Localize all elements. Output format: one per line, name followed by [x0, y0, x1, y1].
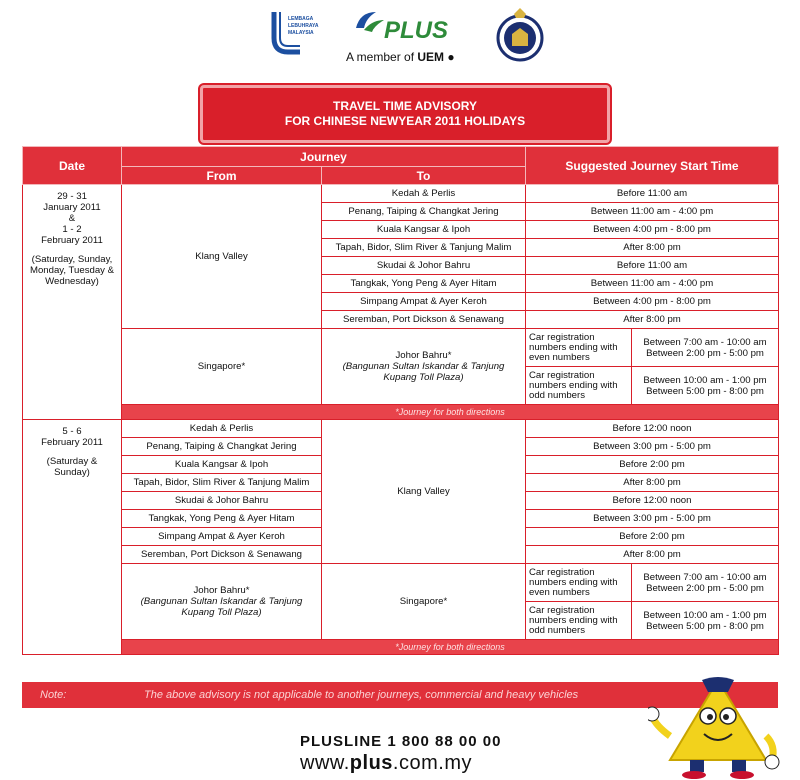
date-line: 1 - 2 [62, 224, 82, 235]
member-of-uem-text [346, 50, 476, 64]
plusline-hotline: PLUSLINE 1 800 88 00 00 [300, 733, 502, 750]
time-line: Between 5:00 pm - 8:00 pm [646, 385, 764, 397]
to-cell: Tangkak, Yong Peng & Ayer Hitam [322, 275, 526, 293]
svg-text:LEBUHRAYA: LEBUHRAYA [288, 23, 319, 29]
from-cell: Tangkak, Yong Peng & Ayer Hitam [122, 510, 322, 528]
header-journey: Journey [122, 147, 526, 167]
from-cell: Kedah & Perlis [122, 420, 322, 438]
website-prefix: www. [300, 752, 350, 774]
note-label: Note: [40, 689, 67, 701]
odd-numbers-times [632, 602, 779, 640]
header-date: Date [23, 147, 122, 185]
time-cell: Before 11:00 am [526, 257, 779, 275]
from-cell: Skudai & Johor Bahru [122, 492, 322, 510]
time-line: Between 7:00 am - 10:00 am [643, 571, 767, 583]
odd-numbers-label: Car registration numbers ending with odd numbers [526, 367, 632, 405]
time-cell: Before 12:00 noon [526, 492, 779, 510]
time-line: Between 10:00 am - 1:00 pm [643, 374, 767, 386]
time-cell: After 8:00 pm [526, 546, 779, 564]
to-cell: Klang Valley [322, 420, 526, 564]
svg-text:PLUS: PLUS [384, 17, 449, 44]
to-cell: Tapah, Bidor, Slim River & Tanjung Malim [322, 239, 526, 257]
time-line: Between 2:00 pm - 5:00 pm [646, 347, 764, 359]
from-cell: Kuala Kangsar & Ipoh [122, 456, 322, 474]
odd-numbers-label: Car registration numbers ending with odd numbers [526, 602, 632, 640]
from-cell: Seremban, Port Dickson & Senawang [122, 546, 322, 564]
date-line: (Saturday & [46, 456, 98, 467]
time-cell: Before 2:00 pm [526, 456, 779, 474]
date-cell-section1 [23, 185, 122, 420]
time-cell: Between 4:00 pm - 8:00 pm [526, 221, 779, 239]
even-numbers-label: Car registration numbers ending with even numbers [526, 564, 632, 602]
note-text: The above advisory is not applicable to another journeys, commercial and heavy vehicles [144, 689, 579, 701]
from-cell: Klang Valley [122, 185, 322, 329]
journey-note-row [23, 640, 779, 655]
from-cell-singapore: Singapore* [122, 329, 322, 405]
table-row [23, 185, 779, 203]
title-line-2: FOR CHINESE NEWYEAR 2011 HOLIDAYS [284, 114, 526, 128]
website-url[interactable] [300, 752, 472, 775]
to-cell-singapore: Singapore* [322, 564, 526, 640]
date-line: February 2011 [41, 235, 103, 246]
date-line: & [68, 213, 76, 224]
date-line: January 2011 [43, 202, 101, 213]
even-numbers-times [632, 329, 779, 367]
header-suggested-time: Suggested Journey Start Time [526, 147, 779, 185]
time-cell: Between 4:00 pm - 8:00 pm [526, 293, 779, 311]
date-line: Wednesday) [45, 276, 99, 287]
date-spacer [26, 448, 118, 456]
svg-text:MALAYSIA: MALAYSIA [288, 30, 314, 36]
time-cell: After 8:00 pm [526, 239, 779, 257]
date-line: (Saturday, Sunday, [31, 254, 113, 265]
website-domain: plus [349, 752, 393, 774]
header [0, 0, 800, 80]
to-cell: Skudai & Johor Bahru [322, 257, 526, 275]
date-line: Monday, Tuesday & [29, 265, 115, 276]
plus-logo-icon [350, 6, 470, 46]
from-cell: Penang, Taiping & Changkat Jering [122, 438, 322, 456]
llm-logo-icon [266, 8, 328, 64]
advisory-table [22, 146, 779, 655]
time-cell: Before 11:00 am [526, 185, 779, 203]
johor-sub: (Bangunan Sultan Iskandar & Tanjung Kupang Toll Plaza) [342, 361, 505, 383]
johor-main: Johor Bahru* [193, 585, 250, 596]
time-cell: Between 11:00 am - 4:00 pm [526, 275, 779, 293]
time-line: Between 5:00 pm - 8:00 pm [646, 620, 764, 632]
date-cell-section2 [23, 420, 122, 655]
table-row-singapore-even [23, 329, 779, 367]
website-suffix: .com.my [392, 752, 472, 774]
journey-note: *Journey for both directions [122, 640, 779, 655]
title-line-1: TRAVEL TIME ADVISORY [332, 99, 477, 113]
even-numbers-label: Car registration numbers ending with even numbers [526, 329, 632, 367]
mascot-icon [648, 676, 788, 780]
time-line: Between 2:00 pm - 5:00 pm [646, 582, 764, 594]
advisory-title-box [200, 85, 610, 143]
table-header-row [23, 147, 779, 167]
johor-main: Johor Bahru* [395, 350, 452, 361]
time-cell: Before 2:00 pm [526, 528, 779, 546]
date-line: 5 - 6 [62, 426, 82, 437]
time-cell: Between 3:00 pm - 5:00 pm [526, 438, 779, 456]
to-cell-johor [322, 329, 526, 405]
journey-note: *Journey for both directions [122, 405, 779, 420]
to-cell: Penang, Taiping & Changkat Jering [322, 203, 526, 221]
to-cell: Seremban, Port Dickson & Senawang [322, 311, 526, 329]
date-line: Sunday) [54, 467, 90, 478]
table-row [23, 420, 779, 438]
date-line: February 2011 [41, 437, 103, 448]
from-cell: Tapah, Bidor, Slim River & Tanjung Malim [122, 474, 322, 492]
time-cell: After 8:00 pm [526, 474, 779, 492]
date-spacer [26, 246, 118, 254]
time-cell: After 8:00 pm [526, 311, 779, 329]
police-crest-icon [494, 6, 546, 66]
time-cell: Before 12:00 noon [526, 420, 779, 438]
uem-brand: UEM [417, 50, 445, 64]
from-cell: Simpang Ampat & Ayer Keroh [122, 528, 322, 546]
member-prefix: A member of [346, 50, 415, 64]
to-cell: Kuala Kangsar & Ipoh [322, 221, 526, 239]
from-cell-johor [122, 564, 322, 640]
to-cell: Kedah & Perlis [322, 185, 526, 203]
time-cell: Between 11:00 am - 4:00 pm [526, 203, 779, 221]
to-cell: Simpang Ampat & Ayer Keroh [322, 293, 526, 311]
table-row-singapore-even [23, 564, 779, 602]
date-line: 29 - 31 [57, 191, 87, 202]
svg-text:LEMBAGA: LEMBAGA [288, 16, 314, 22]
odd-numbers-times [632, 367, 779, 405]
uem-circle-icon: ● [447, 50, 455, 64]
time-line: Between 7:00 am - 10:00 am [643, 336, 767, 348]
time-cell: Between 3:00 pm - 5:00 pm [526, 510, 779, 528]
time-line: Between 10:00 am - 1:00 pm [643, 609, 767, 621]
journey-note-row [23, 405, 779, 420]
johor-sub: (Bangunan Sultan Iskandar & Tanjung Kupang Toll Plaza) [140, 596, 303, 618]
header-from: From [122, 167, 322, 185]
header-to: To [322, 167, 526, 185]
even-numbers-times [632, 564, 779, 602]
